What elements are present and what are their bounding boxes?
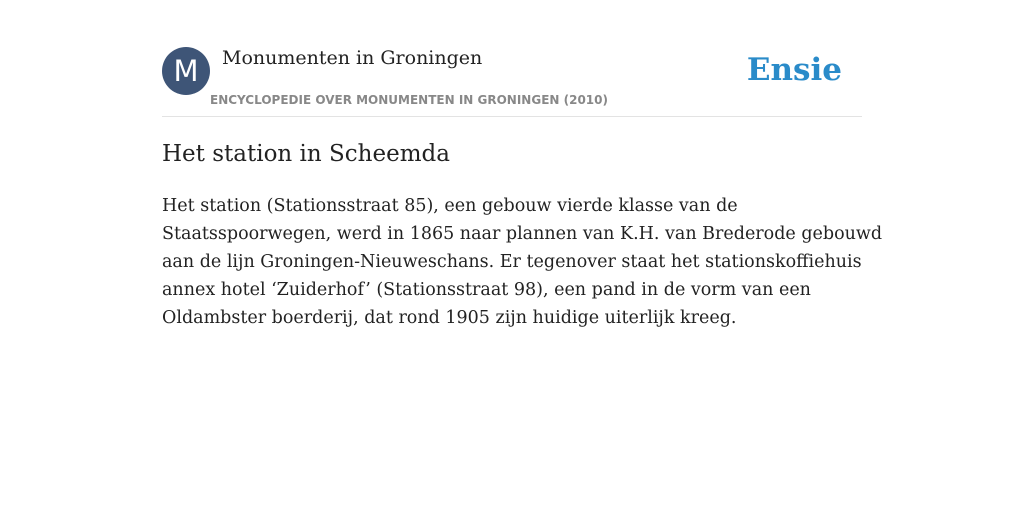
source-subtitle: ENCYCLOPEDIE OVER MONUMENTEN IN GRONINGEN (2010) bbox=[210, 93, 608, 107]
article-body-line: aan de lijn Groningen-Nieuweschans. Er tegenover staat het stationskoffiehuis bbox=[162, 252, 862, 272]
source-header bbox=[162, 46, 862, 117]
article-body-line: Oldambster boerderij, dat rond 1905 zijn huidige uiterlijk kreeg. bbox=[162, 308, 737, 328]
source-title[interactable]: Monumenten in Groningen bbox=[222, 47, 483, 69]
article-title: Het station in Scheemda bbox=[162, 141, 450, 167]
article-body-line: Het station (Stationsstraat 85), een gebouw vierde klasse van de bbox=[162, 196, 738, 216]
article-body-line: Staatsspoorwegen, werd in 1865 naar plannen van K.H. van Brederode gebouwd bbox=[162, 224, 883, 244]
article-body bbox=[162, 192, 883, 332]
brand-logo[interactable]: Ensie bbox=[746, 52, 842, 88]
article-body-line: annex hotel ‘Zuiderhof’ (Stationsstraat 98), een pand in de vorm van een bbox=[162, 280, 811, 300]
source-avatar[interactable]: M bbox=[162, 47, 210, 95]
